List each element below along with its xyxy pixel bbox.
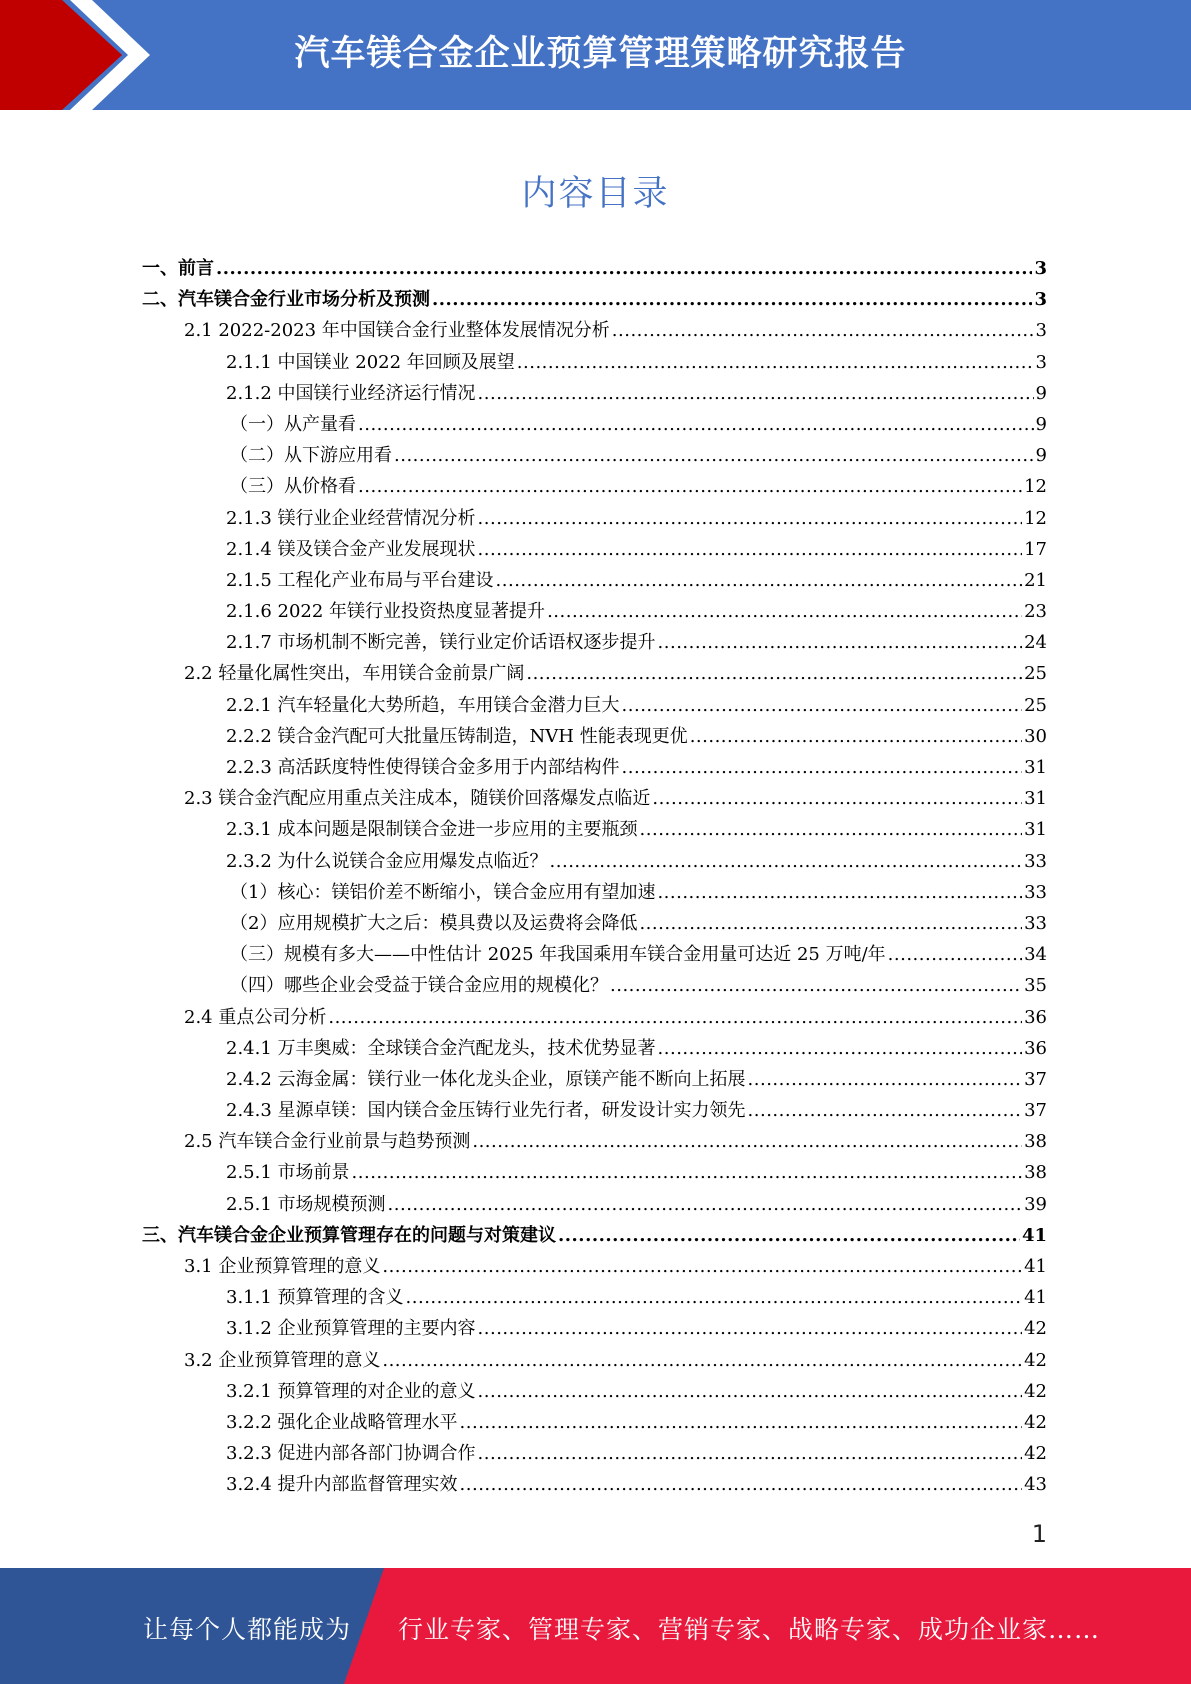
toc-entry[interactable] [142,410,1047,441]
toc-entry[interactable] [142,909,1047,940]
toc-dot-leader [388,1194,1023,1215]
toc-entry-title: 2.1.3 镁行业企业经营情况分析 [226,507,476,529]
toc-entry-title: 2.1.1 中国镁业 2022 年回顾及展望 [226,351,515,373]
toc-dot-leader [658,632,1023,653]
toc-entry[interactable] [142,628,1047,659]
toc-entry-title: （一）从产量看 [230,413,356,435]
toc-entry-title: 2.1.5 工程化产业布局与平台建设 [226,569,494,591]
toc-dot-leader [612,320,1034,341]
toc-entry[interactable] [142,1470,1047,1501]
toc-entry[interactable] [142,1377,1047,1408]
toc-entry-page: 41 [1024,1287,1047,1309]
toc-dot-leader [547,601,1022,622]
toc-entry-title: （四）哪些企业会受益于镁合金应用的规模化？ [230,975,608,997]
toc-entry[interactable] [142,1408,1047,1439]
toc-entry-title: 3.2.1 预算管理的对企业的意义 [226,1380,476,1402]
report-title: 汽车镁合金企业预算管理策略研究报告 [294,34,907,74]
toc-entry-title: 2.5.1 市场规模预测 [226,1193,386,1215]
toc-entry[interactable] [142,441,1047,472]
toc-entry-title: 2.2 轻量化属性突出，车用镁合金前景广阔 [184,663,525,685]
toc-entry-page: 42 [1024,1443,1047,1465]
toc-entry-page: 43 [1024,1474,1047,1496]
toc-heading: 内容目录 [521,174,670,214]
toc-entry-page: 9 [1035,382,1047,404]
toc-entry[interactable] [142,1003,1047,1034]
toc-entry-page: 12 [1024,476,1047,498]
toc-dot-leader [478,1318,1023,1339]
toc-entry-page: 36 [1024,1037,1047,1059]
toc-entry-title: 3.2.4 提升内部监督管理实效 [226,1474,458,1496]
toc-entry-title: 2.3.1 成本问题是限制镁合金进一步应用的主要瓶颈 [226,819,638,841]
toc-entry-page: 25 [1024,694,1047,716]
toc-entry-title: 3.2 企业预算管理的意义 [184,1349,381,1371]
toc-dot-leader [658,1038,1023,1059]
toc-entry[interactable] [142,1158,1047,1189]
toc-entry[interactable] [142,348,1047,379]
toc-entry-title: 2.4.3 星源卓镁：国内镁合金压铸行业先行者，研发设计实力领先 [226,1100,746,1122]
toc-entry-page: 9 [1035,445,1047,467]
toc-entry-title: 3.1.2 企业预算管理的主要内容 [226,1318,476,1340]
toc-entry-page: 31 [1024,788,1047,810]
toc-dot-leader [358,414,1034,435]
toc-entry-page: 37 [1024,1068,1047,1090]
toc-dot-leader [216,258,1032,279]
toc-entry-title: （三）从价格看 [230,476,356,498]
toc-entry-page: 25 [1024,663,1047,685]
toc-entry-page: 42 [1024,1380,1047,1402]
toc-entry-page: 3 [1035,351,1047,373]
toc-entry[interactable] [142,316,1047,347]
toc-dot-leader [652,788,1022,809]
toc-entry[interactable] [142,1065,1047,1096]
header-banner [0,0,1191,110]
toc-dot-leader [657,882,1022,903]
toc-entry-page: 41 [1021,1224,1047,1246]
toc-dot-leader [496,570,1023,591]
toc-entry[interactable] [142,1283,1047,1314]
toc-entry-page: 12 [1024,507,1047,529]
toc-entry-page: 30 [1024,725,1047,747]
toc-dot-leader [394,445,1034,466]
toc-entry[interactable] [142,722,1047,753]
toc-dot-leader [460,1412,1023,1433]
toc-entry[interactable] [142,1221,1047,1252]
toc-entry-page: 21 [1024,569,1047,591]
footer-slogan-roles: 行业专家、管理专家、营销专家、战略专家、成功企业家…… [398,1615,1101,1644]
toc-entry[interactable] [142,1096,1047,1127]
toc-entry[interactable] [142,597,1047,628]
toc-dot-leader [639,913,1022,934]
toc-dot-leader [382,1350,1022,1371]
page-number: 1 [1031,1520,1047,1548]
toc-dot-leader [358,476,1022,497]
toc-entry-title: 2.3 镁合金汽配应用重点关注成本，随镁价回落爆发点临近 [184,788,651,810]
toc-dot-leader [610,975,1022,996]
toc-dot-leader [550,851,1023,872]
toc-entry-title: 2.4.1 万丰奥威：全球镁合金汽配龙头，技术优势显著 [226,1037,656,1059]
toc-entry[interactable] [142,1127,1047,1158]
toc-dot-leader [432,289,1032,310]
toc-entry[interactable] [142,1190,1047,1221]
toc-entry-title: 2.1.6 2022 年镁行业投资热度显著提升 [226,601,546,623]
toc-entry-title: 3.2.2 强化企业战略管理水平 [226,1411,458,1433]
toc-entry-title: 2.2.1 汽车轻量化大势所趋，车用镁合金潜力巨大 [226,694,620,716]
toc-entry-page: 17 [1024,538,1047,560]
toc-entry-page: 3 [1034,258,1047,279]
toc-entry-title: 3.1.1 预算管理的含义 [226,1287,404,1309]
toc-dot-leader [517,352,1034,373]
toc-entry-title: 2.2.3 高活跃度特性使得镁合金多用于内部结构件 [226,757,620,778]
toc-entry-page: 9 [1035,413,1047,435]
toc-dot-leader [406,1287,1023,1308]
toc-dot-leader [382,1256,1022,1277]
toc-entry[interactable] [142,784,1047,815]
toc-dot-leader [352,1162,1023,1183]
toc-entry[interactable] [142,753,1047,784]
toc-entry-title: 一、前言 [142,258,214,279]
toc-entry-page: 35 [1024,975,1047,997]
toc-dot-leader [478,383,1034,404]
toc-entry[interactable] [142,691,1047,722]
toc-entry[interactable] [142,1034,1047,1065]
toc-entry-page: 38 [1024,1162,1047,1184]
toc-entry[interactable] [142,535,1047,566]
toc-dot-leader [460,1474,1023,1495]
toc-dot-leader [478,1443,1023,1464]
toc-entry[interactable] [142,1439,1047,1470]
toc-dot-leader [526,663,1022,684]
toc-entry-page: 37 [1024,1100,1047,1122]
table-of-contents [142,254,1047,1502]
toc-dot-leader [640,819,1023,840]
toc-dot-leader [478,508,1023,529]
toc-entry[interactable] [142,971,1047,1002]
toc-entry-page: 23 [1024,601,1047,623]
toc-entry[interactable] [142,285,1047,316]
toc-entry-title: 2.3.2 为什么说镁合金应用爆发点临近？ [226,850,548,872]
toc-entry[interactable] [142,815,1047,846]
toc-entry-page: 39 [1024,1193,1047,1215]
toc-entry[interactable] [142,1314,1047,1345]
toc-entry-title: 2.4 重点公司分析 [184,1006,327,1028]
toc-dot-leader [472,1131,1022,1152]
toc-entry-page: 42 [1024,1318,1047,1340]
toc-entry[interactable] [142,659,1047,690]
toc-entry[interactable] [142,504,1047,535]
toc-entry-title: 2.1.4 镁及镁合金产业发展现状 [226,538,476,560]
toc-entry[interactable] [142,1346,1047,1377]
toc-entry-page: 42 [1024,1349,1047,1371]
toc-dot-leader [558,1225,1020,1246]
toc-entry[interactable] [142,566,1047,597]
toc-entry-page: 41 [1024,1256,1047,1277]
toc-entry[interactable] [142,1252,1047,1283]
toc-entry-title: （三）规模有多大——中性估计 2025 年我国乘用车镁合金用量可达近 25 万吨/年 [230,944,886,966]
toc-entry[interactable] [142,472,1047,503]
toc-entry-title: 2.5 汽车镁合金行业前景与趋势预测 [184,1131,471,1153]
toc-entry-title: 三、汽车镁合金企业预算管理存在的问题与对策建议 [142,1224,556,1246]
toc-entry-title: 2.1.2 中国镁行业经济运行情况 [226,382,476,404]
toc-dot-leader [690,726,1022,747]
toc-dot-leader [748,1100,1023,1121]
toc-entry[interactable] [142,847,1047,878]
toc-dot-leader [478,539,1023,560]
toc-entry-page: 33 [1024,881,1047,903]
toc-entry-title: 2.1.7 市场机制不断完善，镁行业定价话语权逐步提升 [226,632,656,654]
toc-entry-page: 36 [1024,1006,1047,1028]
toc-entry-title: 2.5.1 市场前景 [226,1162,350,1184]
toc-entry-title: （1）核心：镁铝价差不断缩小，镁合金应用有望加速 [230,881,656,903]
toc-dot-leader [888,944,1022,965]
toc-dot-leader [328,1007,1022,1028]
toc-entry-page: 31 [1024,819,1047,841]
footer-banner [0,1568,1191,1684]
toc-entry-page: 34 [1024,944,1047,966]
toc-dot-leader [622,757,1023,778]
toc-entry-page: 3 [1035,320,1047,342]
toc-entry-title: 二、汽车镁合金行业市场分析及预测 [142,289,430,311]
toc-entry-page: 31 [1024,757,1047,778]
toc-entry-title: 2.1 2022-2023 年中国镁合金行业整体发展情况分析 [184,320,610,342]
toc-entry-title: （二）从下游应用看 [230,445,392,467]
toc-entry-title: 2.4.2 云海金属：镁行业一体化龙头企业，原镁产能不断向上拓展 [226,1068,746,1090]
toc-entry-page: 33 [1024,850,1047,872]
toc-entry[interactable] [142,379,1047,410]
toc-entry-title: 3.1 企业预算管理的意义 [184,1256,381,1277]
toc-entry[interactable] [142,254,1047,285]
toc-entry-page: 38 [1024,1131,1047,1153]
toc-entry[interactable] [142,878,1047,909]
toc-entry[interactable] [142,940,1047,971]
toc-dot-leader [748,1069,1023,1090]
toc-entry-page: 33 [1024,912,1047,934]
toc-entry-title: （2）应用规模扩大之后：模具费以及运费将会降低 [230,912,638,934]
toc-entry-page: 42 [1024,1411,1047,1433]
toc-dot-leader [478,1381,1023,1402]
toc-entry-page: 3 [1034,289,1047,311]
footer-slogan-lead: 让每个人都能成为 [143,1615,352,1644]
toc-entry-page: 24 [1024,632,1047,654]
toc-entry-title: 2.2.2 镁合金汽配可大批量压铸制造，NVH 性能表现更优 [226,725,688,747]
toc-dot-leader [622,695,1023,716]
toc-entry-title: 3.2.3 促进内部各部门协调合作 [226,1443,476,1465]
